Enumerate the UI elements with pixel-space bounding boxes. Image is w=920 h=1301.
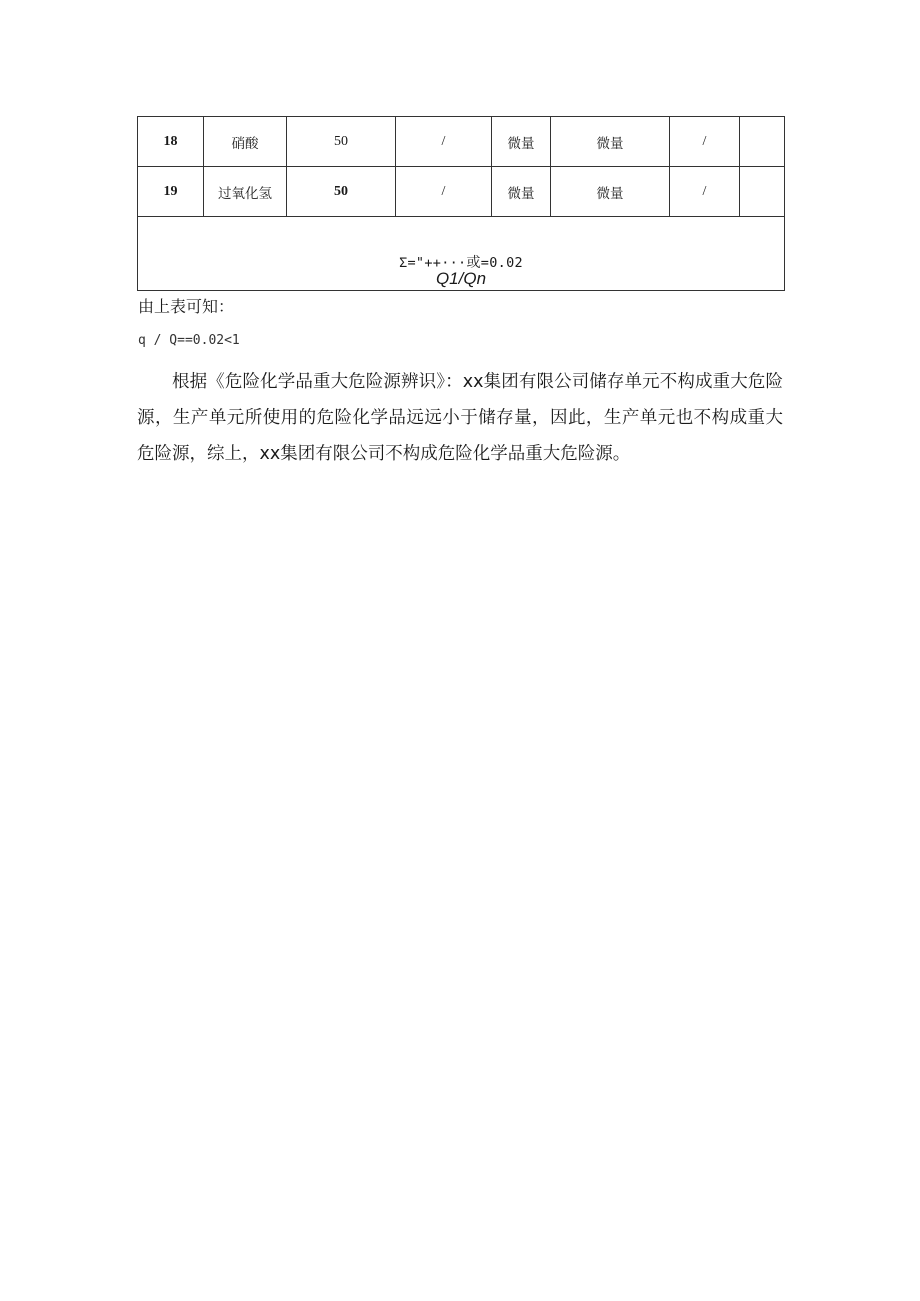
table-cell: 微量 — [551, 167, 670, 217]
formula-prefix: Σ="++··· — [399, 255, 467, 271]
table-cell: / — [670, 117, 740, 167]
table-cell: 微量 — [492, 167, 551, 217]
substance-name: 过氧化氢 — [204, 167, 287, 217]
table-cell: 微量 — [551, 117, 670, 167]
critical-quantity: 50 — [287, 167, 396, 217]
row-number: 19 — [138, 167, 204, 217]
critical-quantity: 50 — [287, 117, 396, 167]
hazard-table — [137, 116, 785, 291]
table-row — [138, 117, 785, 167]
conclusion-heading: 由上表可知： — [138, 297, 235, 316]
table-cell: / — [396, 167, 492, 217]
formula-or: 或 — [466, 255, 481, 271]
formula-subscript: Q1/Qn — [435, 269, 487, 288]
summary-cell — [138, 217, 785, 291]
conclusion-paragraph: 根据《危险化学品重大危险源辨识》：xx集团有限公司储存单元不构成重大危险源，生产单元所使用的危险化学品远远小于储存量，因此，生产单元也不构成重大危险源，综上，xx集团有限公司不构成危险化学品重大危险源。 — [137, 372, 783, 464]
row-number: 18 — [138, 117, 204, 167]
substance-name: 硝酸 — [204, 117, 287, 167]
formula-result: =0.02 — [480, 255, 523, 271]
table-cell: 微量 — [492, 117, 551, 167]
table-cell: / — [396, 117, 492, 167]
table-cell — [740, 117, 785, 167]
table-cell — [740, 167, 785, 217]
ratio-result: q / Q==0.02<1 — [138, 333, 240, 348]
table-cell: / — [670, 167, 740, 217]
table-row — [138, 167, 785, 217]
summary-row — [138, 217, 785, 291]
